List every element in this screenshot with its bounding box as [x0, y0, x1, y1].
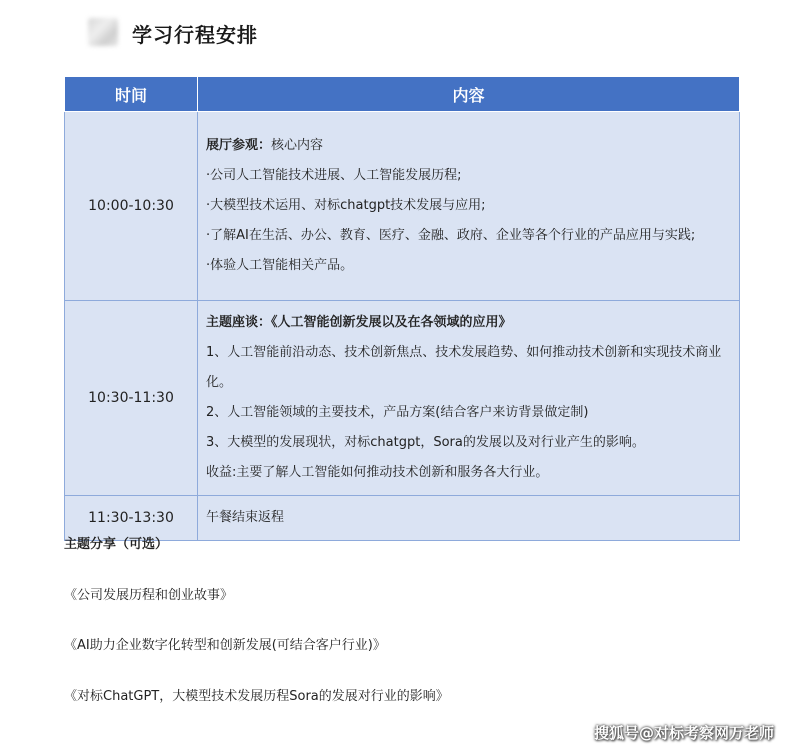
content-line: ·公司人工智能技术进展、人工智能发展历程; [206, 168, 462, 183]
content-cell [198, 301, 740, 496]
content-line: ·体验人工智能相关产品。 [206, 258, 354, 273]
topic-item: 《AI助力企业数字化转型和创新发展(可结合客户行业)》 [64, 638, 386, 653]
watermark: 搜狐号@对标考察网万老师 [593, 724, 774, 742]
time-cell: 10:30-11:30 [65, 301, 198, 496]
time-cell: 10:00-10:30 [65, 112, 198, 301]
table-row [65, 301, 740, 496]
time-cell: 11:30-13:30 [65, 496, 198, 541]
content-line: 2、人工智能领域的主要技术，产品方案(结合客户来访背景做定制) [206, 405, 589, 420]
table-header-row [65, 77, 740, 112]
content-line: 收益:主要了解人工智能如何推动技术创新和服务各大行业。 [206, 465, 549, 480]
blurred-logo [88, 18, 118, 46]
page-title: 学习行程安排 [132, 23, 258, 47]
header-content: 内容 [198, 77, 740, 112]
heading-label: 展厅参观： [206, 138, 272, 153]
content-line: 1、人工智能前沿动态、技术创新焦点、技术发展趋势、如何推动技术创新和实现技术商业化。 [206, 345, 722, 390]
content-heading: 主题座谈：《人工智能创新发展以及在各领域的应用》 [206, 315, 512, 330]
content-line: ·大模型技术运用、对标chatgpt技术发展与应用; [206, 198, 486, 213]
heading-text: 核心内容 [271, 138, 324, 153]
header-time: 时间 [65, 77, 198, 112]
content-heading [206, 131, 733, 161]
table-row [65, 112, 740, 301]
content-cell [198, 112, 740, 301]
content-line: 3、大模型的发展现状，对标chatgpt，Sora的发展以及对行业产生的影响。 [206, 435, 645, 450]
topic-item: 《公司发展历程和创业故事》 [64, 588, 234, 603]
schedule-table [64, 76, 740, 541]
content-line: ·了解AI在生活、办公、教育、医疗、金融、政府、企业等各个行业的产品应用与实践; [206, 228, 696, 243]
content-cell: 午餐结束返程 [198, 496, 740, 541]
topics-title: 主题分享（可选） [64, 537, 169, 552]
topic-item: 《对标ChatGPT，大模型技术发展历程Sora的发展对行业的影响》 [64, 689, 449, 704]
